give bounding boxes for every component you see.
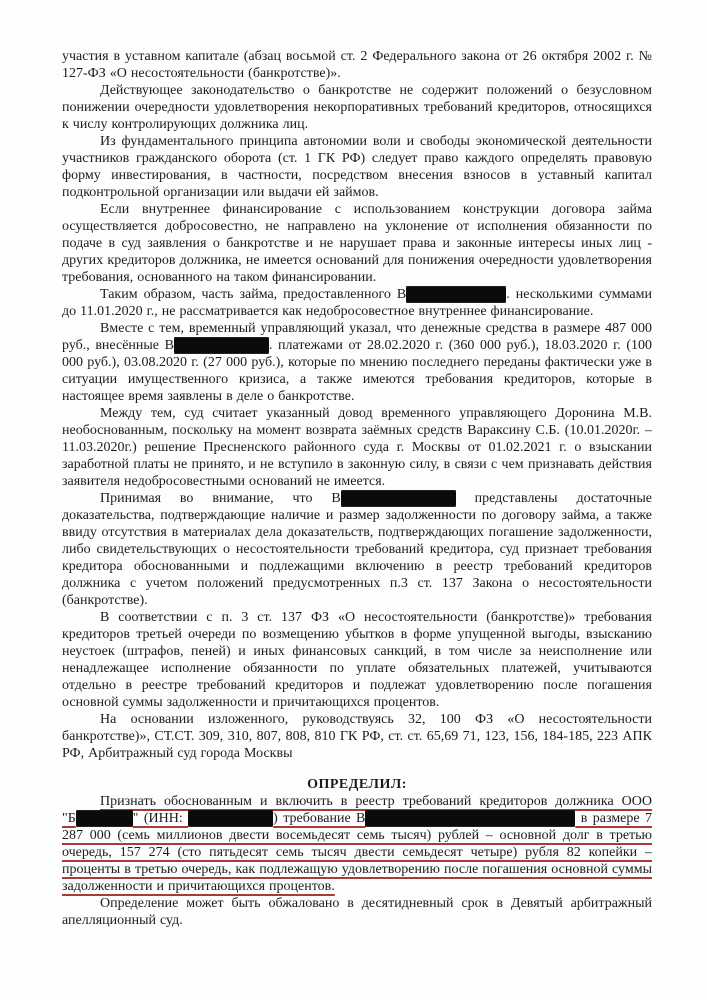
redaction-box — [188, 811, 273, 826]
redaction-box — [365, 811, 575, 826]
paragraph-legal-basis: На основании изложенного, руководствуясь 32, 100 ФЗ «О несостоятельности банкротстве)», СТ.СТ. 309, 310, 807, 808, 810 ГК РФ, ст. ст. 65,69 71, 123, 156, 184-185, 223 АПК РФ, Арбитражный суд города Москвы — [62, 712, 652, 761]
document-body — [62, 48, 652, 929]
paragraph-evidence-assessment: Принимая во внимание, что В представлены достаточные доказательства, подтверждающие наличие и размер задолженности по договору займа, а также ввиду отсутствия в материалах дела доказательств, подтверждающих погашение задолженности, либо свидетельствующих о несостоятельности требований кредитора, суд признает требования кредитора обоснованными и подлежащими включению в реестр требований кредиторов должника с учетом положений предусмотренных п.3 ст. 137 Закона о несостоятельности (банкротстве). — [62, 491, 653, 608]
paragraph-autonomy-principle: Из фундаментального принципа автономии воли и свободы экономической деятельности участников гражданского оборота (ст. 1 ГК РФ) следует право каждого определять правовую форму инвестирования, в частности, посредством внесения взносов в уставный капитал подконтрольной организации или выдачи ей займов. — [62, 134, 652, 200]
paragraph-article-137-rule: В соответствии с п. 3 ст. 137 ФЗ «О несостоятельности (банкротстве)» требования кредиторов третьей очереди по возмещению убытков в форме упущенной выгоды, взысканию неустоек (штрафов, пеней) и иных финансовых санкций, в том числе за неисполнение или ненадлежащее исполнение обязанности по уплате обязательных платежей, учитываются отдельно в реестре требований кредиторов и подлежат удовлетворению после погашения основной суммы задолженности и причитающихся процентов. — [62, 610, 652, 710]
redaction-box — [174, 338, 269, 353]
redaction-box — [406, 287, 506, 302]
paragraph-interim-manager-argument: Вместе с тем, временный управляющий указал, что денежные средства в размере 487 000 руб., внесённые В . платежами от 28.02.2020 г. (360 000 руб.), 18.03.2020 г. (100 000 руб.), 03.08.2020 г. (27 000 руб.), которые по мнению последнего переданы фактически уже в ситуации имущественного кризиса, а также имеются требования кредиторов, которые в настоящее время заявлены в деле о банкротстве. — [62, 321, 652, 404]
ruling-heading: ОПРЕДЕЛИЛ: — [307, 777, 407, 792]
paragraph-appeal-notice: Определение может быть обжаловано в десятидневный срок в Девятый арбитражный апелляционный суд. — [62, 896, 652, 928]
paragraph-continuation-law-citation: участия в уставном капитале (абзац восьмой ст. 2 Федерального закона от 26 октября 2002 г. № 127-ФЗ «О несостоятельности (банкротстве)». — [62, 49, 652, 81]
paragraph-loan-part-conclusion: Таким образом, часть займа, предоставленного В . несколькими суммами до 11.01.2020 г., не рассматривается как недобросовестное внутреннее финансирование. — [62, 287, 652, 319]
redaction-box — [341, 491, 456, 506]
redaction-box — [76, 811, 133, 826]
paragraph-court-rejects-argument: Между тем, суд считает указанный довод временного управляющего Доронина М.В. необоснованным, поскольку на момент возврата заёмных средств Вараксину С.Б. (10.01.2020г. – 11.03.2020г.) решение Пресненского районного суда г. Москвы от 01.02.2021 г. о взыскании заработной платы не принято, и не вступило в законную силу, в связи с чем признавать действия заявителя недобросовестными оснований не имеется. — [62, 406, 652, 489]
paragraph-operative-ruling: Признать обоснованным и включить в реестр требований кредиторов должника ООО "Б " (ИНН: ) требование В в размере 7 287 000 (семь миллионов двести восемьдесят семь тысяч) рублей – основной долг в третью очередь, 157 274 (сто пятьдесят семь тысяч двести семьдесят четыре) рубля 82 копейки – проценты в третью очередь, как подлежащую удовлетворению после погашения основной суммы задолженности и причитающихся процентов. — [62, 794, 652, 894]
paragraph-no-unconditional-subordination: Действующее законодательство о банкротстве не содержит положений о безусловном понижении очередности удовлетворения некорпоративных требований кредиторов, относящихся к числу контролирующих должника лиц. — [62, 83, 652, 132]
paragraph-good-faith-financing: Если внутреннее финансирование с использованием конструкции договора займа осуществляется добросовестно, не направлено на уклонение от исполнения обязанности по подаче в суд заявления о банкротстве и не нарушает права и законные интересы иных лиц - других кредиторов должника, не имеется оснований для понижения очередности удовлетворения требования, основанного на таком финансировании. — [62, 202, 652, 285]
